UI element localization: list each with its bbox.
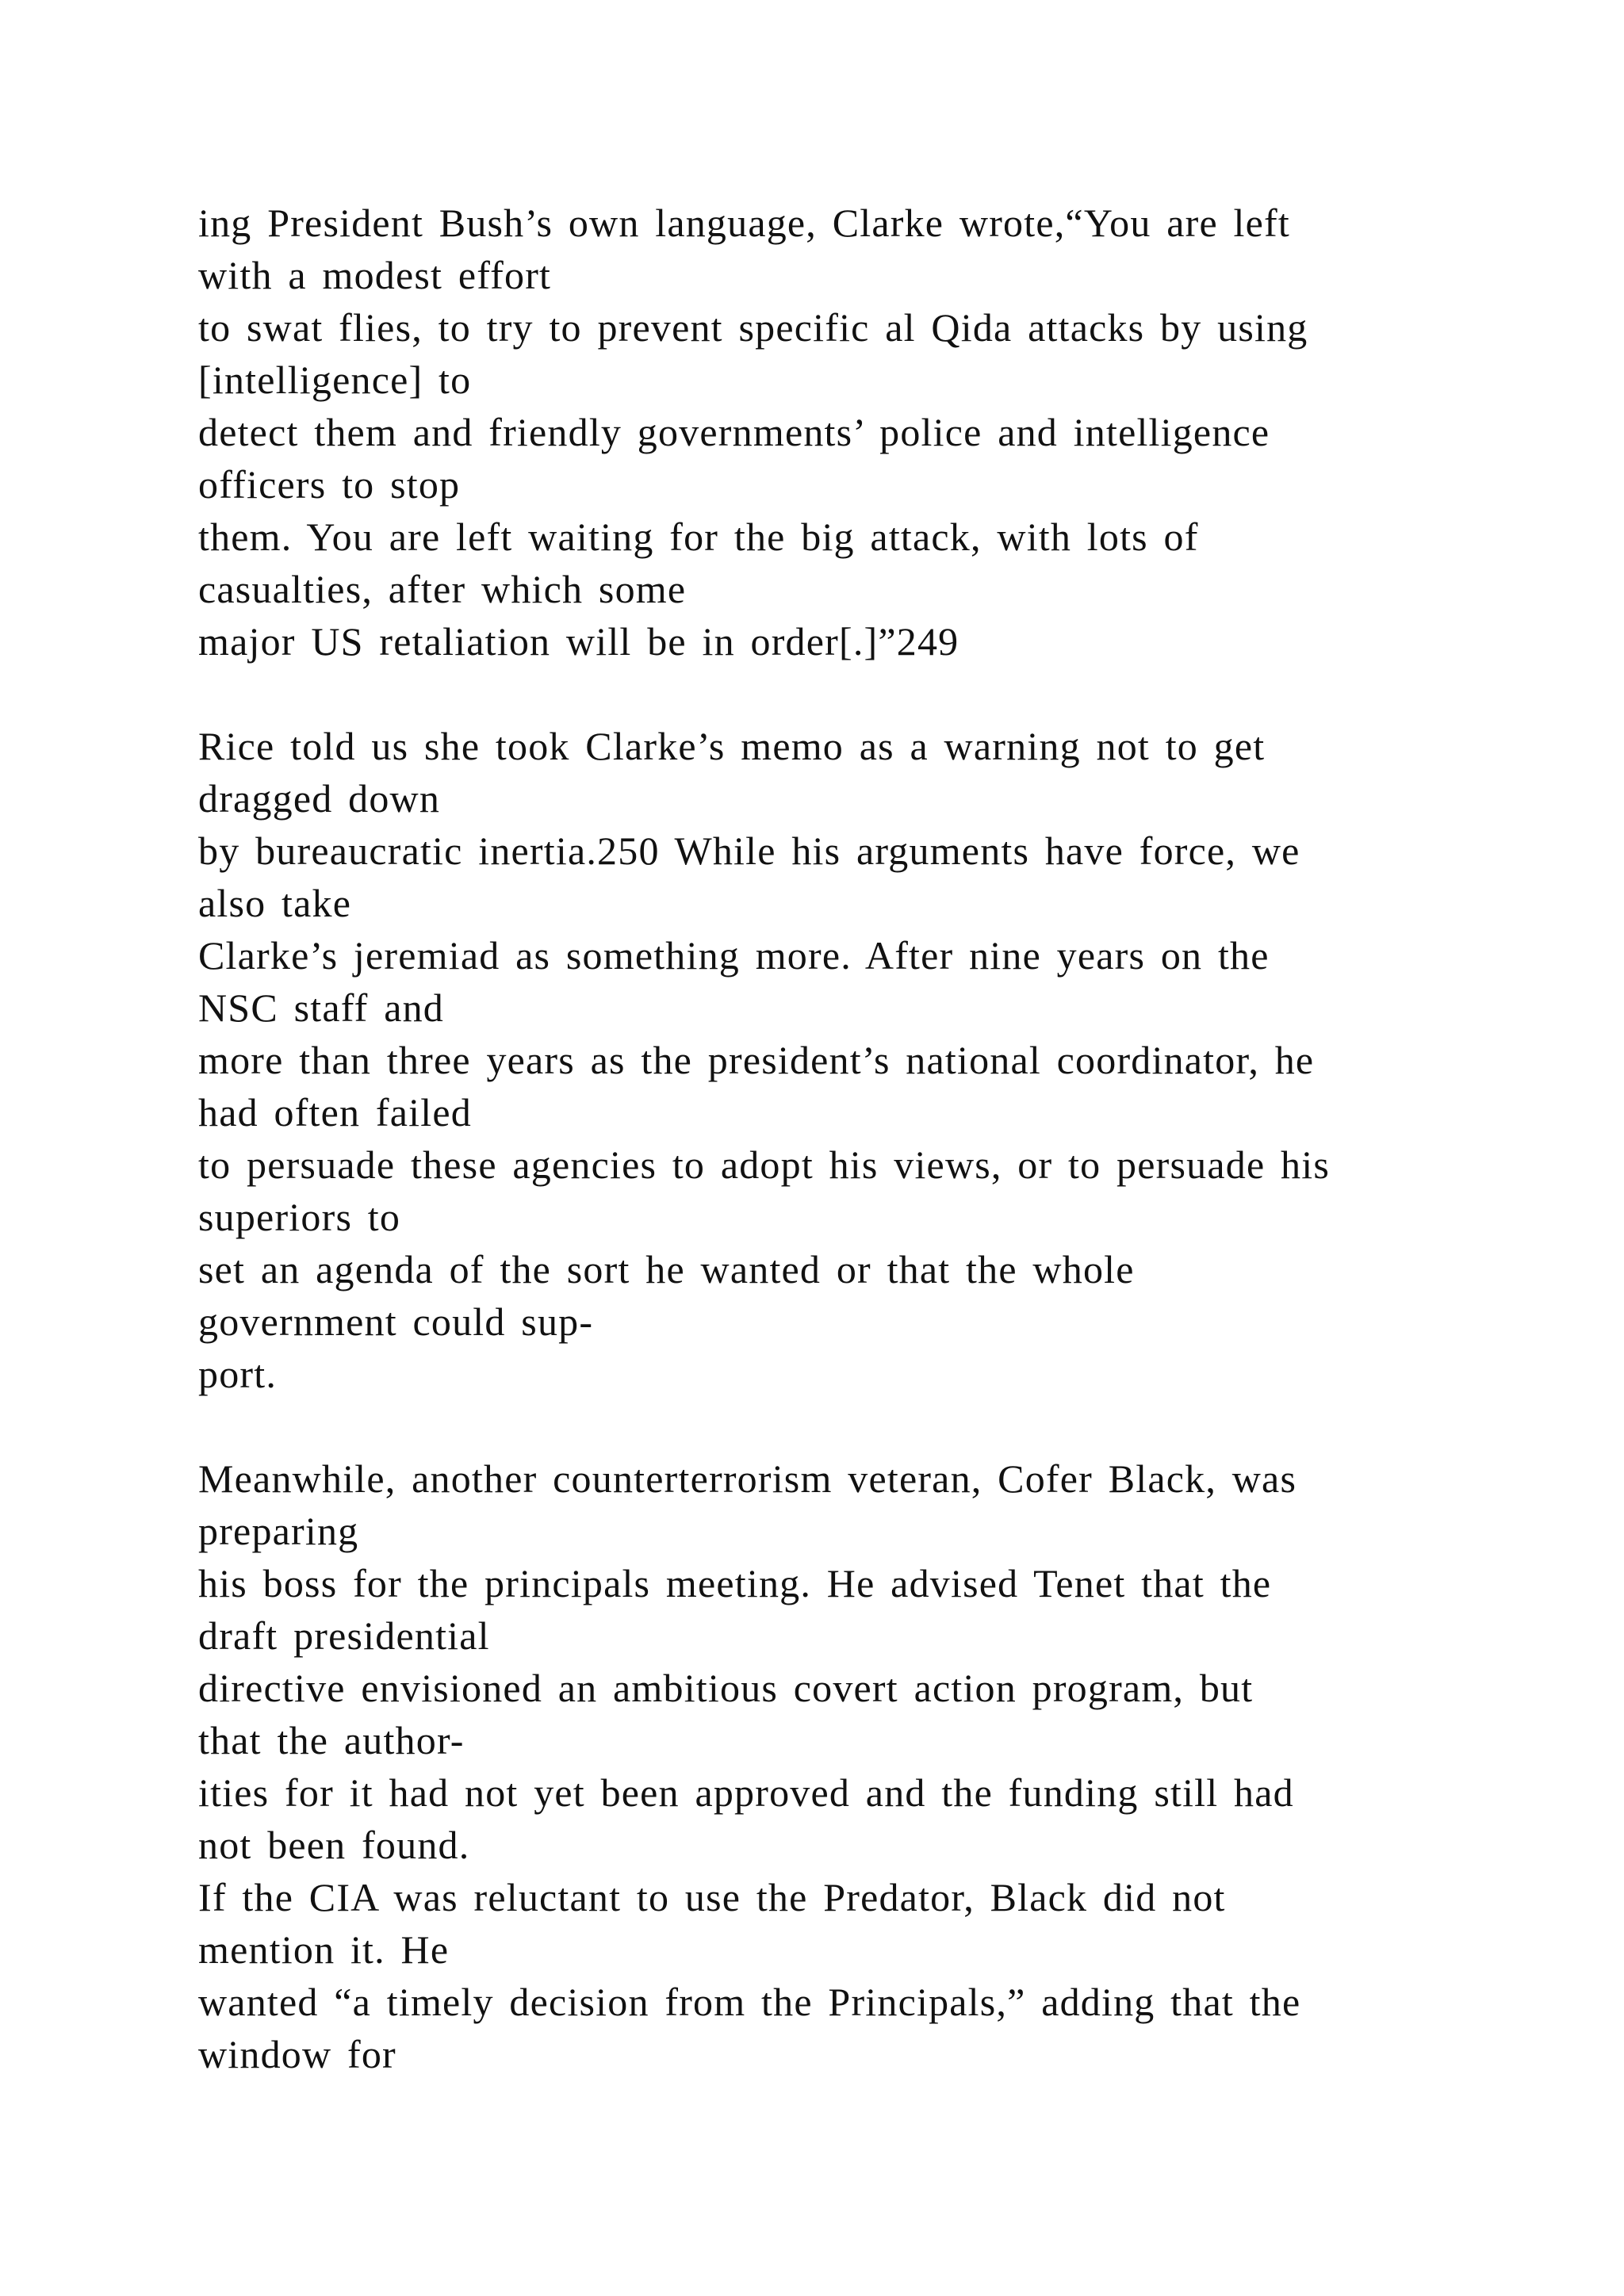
text-line: officers to stop — [198, 462, 461, 507]
text-line: by bureaucratic inertia.250 While his arguments have force, we — [198, 828, 1300, 873]
text-line: to persuade these agencies to adopt his views, or to persuade his — [198, 1142, 1330, 1187]
text-line: that the author- — [198, 1718, 465, 1762]
text-line: wanted “a timely decision from the Principals,” adding that the — [198, 1980, 1301, 2024]
text-line: casualties, after which some — [198, 567, 687, 611]
text-line: had often failed — [198, 1090, 472, 1135]
paragraph-2 — [198, 720, 1435, 1400]
text-line: superiors to — [198, 1195, 401, 1239]
paragraph-1 — [198, 197, 1435, 668]
text-line: set an agenda of the sort he wanted or that the whole — [198, 1247, 1135, 1292]
text-line: his boss for the principals meeting. He advised Tenet that the — [198, 1561, 1272, 1605]
text-line: to swat flies, to try to prevent specific al Qida attacks by using — [198, 305, 1308, 350]
paragraph-3 — [198, 1452, 1435, 2080]
text-line: not been found. — [198, 1823, 470, 1867]
text-line: If the CIA was reluctant to use the Predator, Black did not — [198, 1875, 1226, 1919]
text-line: window for — [198, 2032, 396, 2076]
text-line: with a modest effort — [198, 253, 552, 297]
text-line: detect them and friendly governments’ police and intelligence — [198, 410, 1270, 454]
text-line: major US retaliation will be in order[.]”249 — [198, 619, 959, 664]
text-line: government could sup- — [198, 1299, 594, 1344]
text-line: port. — [198, 1352, 278, 1396]
text-line: ing President Bush’s own language, Clarke wrote,“You are left — [198, 201, 1290, 245]
text-line: also take — [198, 881, 352, 925]
text-line: draft presidential — [198, 1613, 490, 1658]
document-body — [198, 197, 1435, 2080]
text-line: directive envisioned an ambitious covert action program, but — [198, 1666, 1254, 1710]
text-line: Clarke’s jeremiad as something more. After nine years on the — [198, 933, 1270, 978]
paragraph-gap — [198, 668, 1435, 720]
text-line: dragged down — [198, 776, 441, 821]
text-line: mention it. He — [198, 1927, 450, 1972]
text-line: more than three years as the president’s national coordinator, he — [198, 1038, 1315, 1082]
text-line: Rice told us she took Clarke’s memo as a warning not to get — [198, 724, 1266, 768]
text-line: ities for it had not yet been approved and the funding still had — [198, 1770, 1294, 1815]
text-line: [intelligence] to — [198, 358, 472, 402]
text-line: them. You are left waiting for the big attack, with lots of — [198, 515, 1199, 559]
paragraph-gap — [198, 1400, 1435, 1452]
text-line: Meanwhile, another counterterrorism veteran, Cofer Black, was — [198, 1456, 1297, 1501]
text-line: NSC staff and — [198, 985, 444, 1030]
text-line: preparing — [198, 1509, 359, 1553]
